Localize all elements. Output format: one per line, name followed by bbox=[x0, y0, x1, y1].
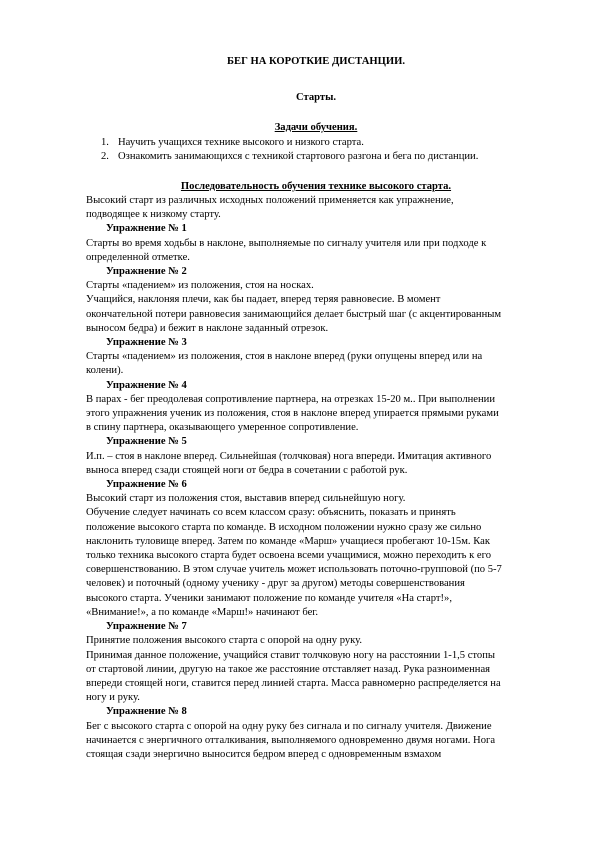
exercise-title: Упражнение № 1 bbox=[106, 223, 187, 235]
intro-line: Высокий старт из различных исходных положений применяется как упражнение, bbox=[86, 195, 454, 206]
intro-line: подводящее к низкому старту. bbox=[86, 209, 221, 221]
exercise-line: наклонить туловище вперед. Затем по команде «Марш» учащиеся пробегают 10-15м. Как bbox=[86, 535, 490, 547]
exercise-title: Упражнение № 6 bbox=[106, 479, 187, 491]
exercise-line: колени). bbox=[86, 365, 124, 377]
exercise-line: Старты во время ходьбы в наклоне, выполняемые по сигналу учителя или при подходе к bbox=[86, 237, 487, 249]
exercise-line: И.п. – стоя в наклоне вперед. Сильнейшая (толчковая) нога впереди. Имитация активного bbox=[86, 450, 492, 462]
exercise-line: окончательной потери равновесия занимающийся делает быстрый шаг (с акцентированным bbox=[86, 308, 502, 320]
exercise-line: Старты «падением» из положения, стоя на носках. bbox=[86, 280, 314, 292]
exercise-line: в спину партнера, оказывающего умеренное сопротивление. bbox=[86, 422, 359, 434]
exercise-line: высокого старта. Ученики занимают положение по команде учителя «На старт!», bbox=[86, 592, 453, 604]
exercise-line: совершенствованию. В этом случае учитель может использовать поточно-групповой (по 5-7 bbox=[86, 564, 502, 576]
task-number: 2. bbox=[101, 151, 109, 163]
document-title: БЕГ НА КОРОТКИЕ ДИСТАНЦИИ. bbox=[227, 56, 405, 67]
exercise-line: только техника высокого старта будет освоена всеми учащимися, можно переходить к его bbox=[86, 550, 492, 562]
exercise-title: Упражнение № 2 bbox=[106, 266, 187, 278]
exercise-title: Упражнение № 4 bbox=[106, 379, 187, 391]
exercise-line: стоящая сзади энергично выносится бедром вперед с одновременным взмахом bbox=[86, 748, 442, 760]
sequence-heading: Последовательность обучения технике высокого старта. bbox=[180, 181, 452, 192]
exercise-title: Упражнение № 3 bbox=[106, 337, 187, 349]
exercise-line: Учащийся, наклоняя плечи, как бы падает, вперед теряя равновесие. В момент bbox=[86, 294, 441, 306]
exercise-title: Упражнение № 8 bbox=[106, 706, 187, 718]
exercise-line: Бег с высокого старта с опорой на одну руку без сигнала и по сигналу учителя. Движение bbox=[86, 720, 492, 732]
exercise-line: Обучение следует начинать со всем классом сразу: объяснить, показать и принять bbox=[86, 507, 456, 519]
exercise-line: от стартовой линии, другую на такое же расстояние отставляет назад. Рука разноименная bbox=[86, 663, 491, 675]
tasks-heading: Задачи обучения. bbox=[274, 122, 358, 133]
exercise-line: Высокий старт из положения стоя, выставив вперед сильнейшую ногу. bbox=[86, 493, 406, 505]
exercise-line: начинается с энергичного отталкивания, выполняемого одновременно двумя ногами. Нога bbox=[86, 734, 496, 746]
exercise-line: выносом бедра) и бежит в наклоне заданный отрезок. bbox=[86, 322, 329, 334]
task-text: Ознакомить занимающихся с техникой стартового разгона и бега по дистанции. bbox=[118, 151, 479, 163]
exercise-line: В парах - бег преодолевая сопротивление партнера, на отрезках 15-20 м.. При выполнении bbox=[86, 393, 495, 405]
task-number: 1. bbox=[101, 137, 109, 148]
exercise-line: Принимая данное положение, учащийся ставит толчковую ногу на расстоянии 1-1,5 стопы bbox=[86, 649, 495, 661]
task-item bbox=[86, 136, 546, 150]
tasks-list bbox=[86, 136, 546, 164]
exercise-line: выноса вперед сзади стоящей ноги от бедра в сочетании с работой рук. bbox=[86, 464, 408, 476]
exercise-line: впереди стоящей ноги, ставится перед линией старта. Масса равномерно распределяется на bbox=[86, 677, 501, 689]
exercise-title: Упражнение № 5 bbox=[106, 436, 187, 448]
exercise-line: этого упражнения ученик из положения, стоя в наклоне вперед упирается прямыми руками bbox=[86, 408, 499, 420]
task-item bbox=[86, 150, 546, 164]
task-text: Научить учащихся технике высокого и низкого старта. bbox=[118, 137, 364, 148]
exercise-line: Старты «падением» из положения, стоя в наклоне вперед (руки опущены вперед или на bbox=[86, 351, 483, 363]
exercise-line: человек) и поточный (одному ученику - друг за другом) методы совершенствования bbox=[86, 578, 465, 590]
document-subtitle: Старты. bbox=[295, 92, 337, 103]
exercise-line: определенной отметке. bbox=[86, 251, 190, 263]
exercise-line: «Внимание!», а по команде «Марш!» начинают бег. bbox=[86, 606, 319, 618]
exercise-title: Упражнение № 7 bbox=[106, 621, 187, 633]
document-body bbox=[86, 194, 546, 762]
exercise-line: ногу и руку. bbox=[86, 692, 140, 704]
exercise-line: положение высокого старта по команде. В исходном положении нужно сразу же сильно bbox=[86, 521, 482, 533]
exercise-line: Принятие положения высокого старта с опорой на одну руку. bbox=[86, 635, 363, 647]
